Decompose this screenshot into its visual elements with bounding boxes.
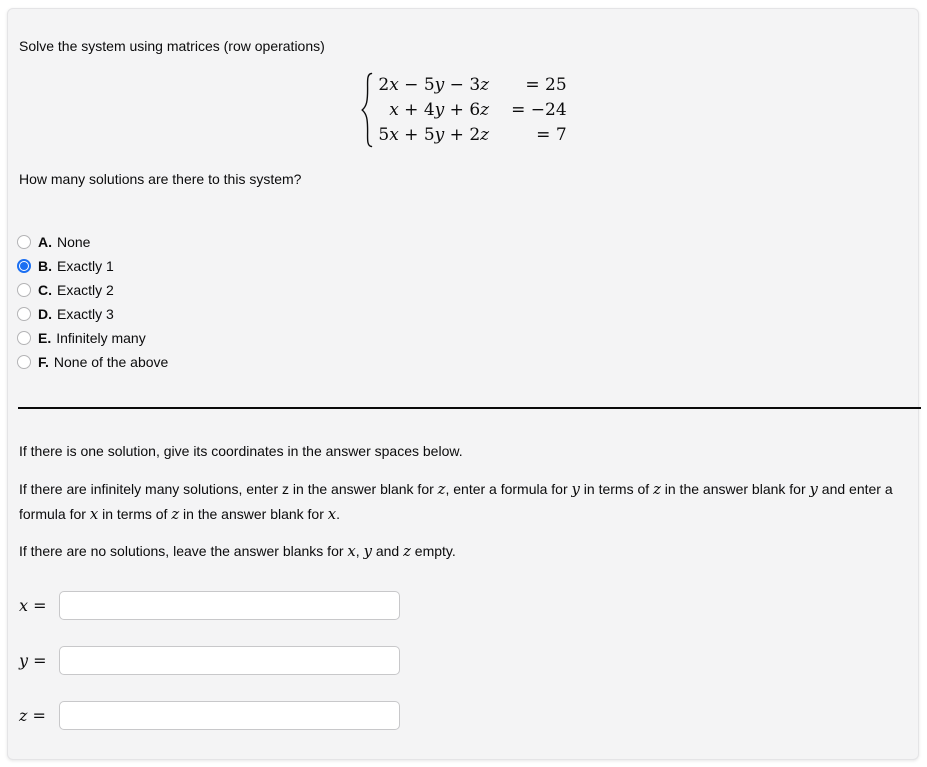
instruction-no-solutions: If there are no solutions, leave the answer blanks for x, y and z empty. — [19, 543, 456, 560]
equation-2-rhs: = −24 — [511, 99, 567, 120]
section-divider — [18, 407, 921, 409]
radio-button-icon[interactable] — [17, 307, 31, 321]
answer-label-y: y = — [19, 651, 47, 670]
answer-input-z[interactable] — [59, 701, 400, 730]
option-letter: A. — [38, 234, 52, 250]
option-label: Infinitely many — [56, 330, 146, 346]
answer-section — [19, 591, 908, 730]
answer-label-x: x = — [19, 596, 47, 615]
multiple-choice-group — [17, 230, 908, 374]
option-letter: F. — [38, 354, 49, 370]
equation-3-rhs: = 7 — [536, 124, 567, 145]
problem-statement: Solve the system using matrices (row operations) — [19, 38, 325, 54]
equation-2-lhs: x + 4y + 6z — [389, 99, 490, 120]
radio-option-d[interactable] — [17, 302, 908, 326]
option-label: None — [57, 234, 91, 250]
option-label: Exactly 1 — [57, 258, 114, 274]
answer-row-x — [19, 591, 908, 620]
radio-button-icon[interactable] — [17, 283, 31, 297]
instruction-infinitely-many: If there are infinitely many solutions, enter z in the answer blank for z, enter a formula for y in terms of z in the answer blank for y and enter a formula for x in terms of z in the answer blank for x. — [19, 481, 893, 523]
answer-label-z: z = — [19, 706, 46, 725]
option-label: Exactly 3 — [57, 306, 114, 322]
option-letter: E. — [38, 330, 52, 346]
left-brace-icon — [360, 72, 373, 148]
radio-button-icon[interactable] — [17, 331, 31, 345]
equation-1-rhs: = 25 — [525, 74, 567, 95]
problem-card — [7, 8, 919, 760]
answer-row-z — [19, 701, 908, 730]
answer-input-y[interactable] — [59, 646, 400, 675]
radio-option-a[interactable] — [17, 230, 908, 254]
equation-system — [19, 72, 908, 153]
radio-option-e[interactable] — [17, 326, 908, 350]
answer-input-x[interactable] — [59, 591, 400, 620]
option-letter: B. — [38, 258, 52, 274]
answer-row-y — [19, 646, 908, 675]
option-letter: D. — [38, 306, 52, 322]
radio-option-f[interactable] — [17, 350, 908, 374]
equation-1-lhs: 2x − 5y − 3z — [378, 74, 490, 95]
option-letter: C. — [38, 282, 52, 298]
radio-button-icon[interactable] — [17, 355, 31, 369]
option-label: Exactly 2 — [57, 282, 114, 298]
question-text: How many solutions are there to this system? — [19, 171, 302, 187]
radio-option-c[interactable] — [17, 278, 908, 302]
radio-button-icon[interactable] — [17, 235, 31, 249]
option-label: None of the above — [53, 354, 169, 370]
equation-3-lhs: 5x + 5y + 2z — [378, 124, 490, 145]
instruction-one-solution: If there is one solution, give its coordinates in the answer spaces below. — [19, 443, 463, 459]
radio-button-icon[interactable] — [17, 259, 31, 273]
radio-option-b[interactable] — [17, 254, 908, 278]
